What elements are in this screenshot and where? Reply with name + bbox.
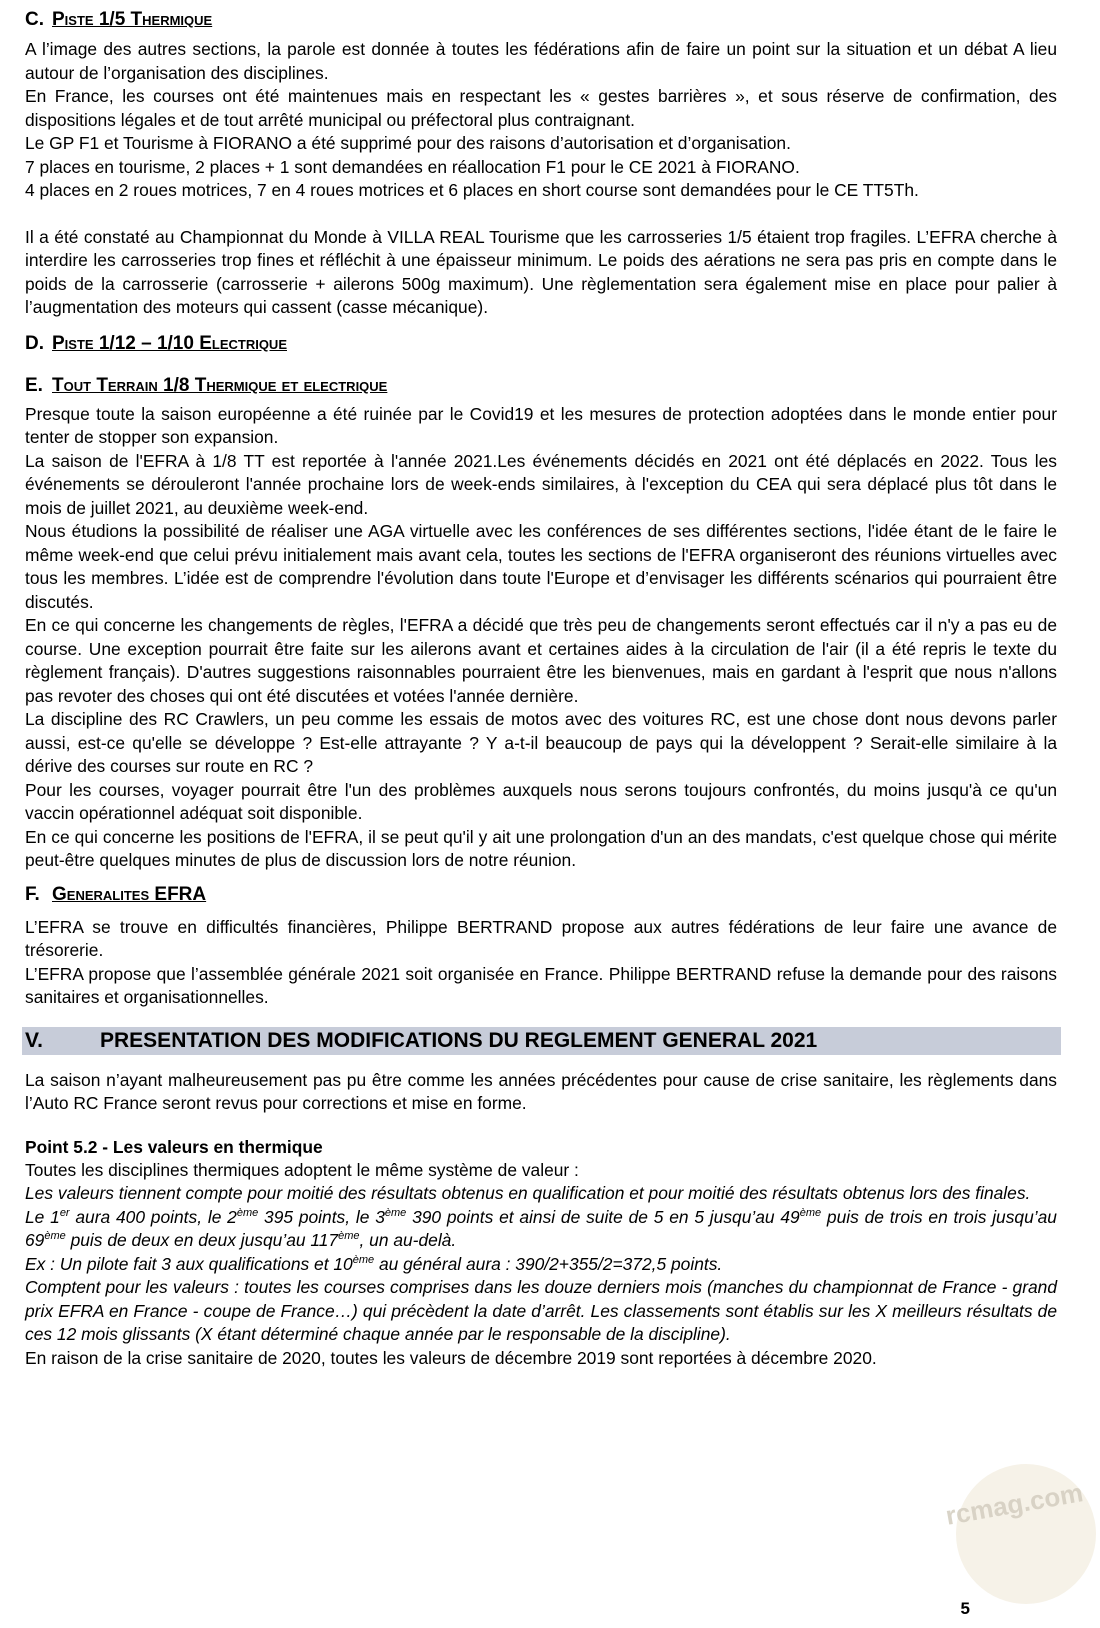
paragraph: L’EFRA se trouve en difficultés financières, Philippe BERTRAND propose aux autres fédérations de leur faire une avance de trésorerie. xyxy=(25,916,1057,960)
point-5-2-body xyxy=(25,1159,1057,1371)
section-f-body xyxy=(25,916,1057,1010)
section-d-title: Piste 1/12 – 1/10 Electrique xyxy=(52,332,287,354)
example-line: Ex : Un pilote fait 3 aux qualifications et 10ème au général aura : 390/2+355/2=372,5 points. xyxy=(25,1253,723,1274)
paragraph: La saison n’ayant malheureusement pas pu être comme les années précédentes pour cause de crise sanitaire, les règlements dans l’Auto RC France seront revus pour corrections et mise en forme. xyxy=(25,1069,1057,1113)
section-v-number: V. xyxy=(25,1028,43,1052)
paragraph: Il a été constaté au Championnat du Monde à VILLA REAL Tourisme que les carrosseries 1/5 étaient trop fragiles. L’EFRA cherche à interdire les carrosseries trop fines et réfléchit à une épaisseur minimum. Le poids des aérations ne sera pas pris en compte dans le poids de la carrosserie (carrosserie + ailerons 500g maximum). Une règlementation sera également mise en place pour palier à l’augmentation des moteurs qui cassent (casse mécanique). xyxy=(25,226,1057,317)
paragraph: La saison de l'EFRA à 1/8 TT est reportée à l'année 2021.Les événements décidés en 2021 ont été déplacés en 2022. Tous les événements se dérouleront l'année prochaine lors de week-ends similaires, à l'exception du CEA qui sera déplacé plus tôt dans le mois de juillet 2021, au deuxième week-end. xyxy=(25,450,1057,518)
paragraph: 4 places en 2 roues motrices, 7 en 4 roues motrices et 6 places en short course sont demandées pour le CE TT5Th. xyxy=(25,180,919,200)
section-d-heading xyxy=(25,332,1057,356)
paragraph: En raison de la crise sanitaire de 2020, toutes les valeurs de décembre 2019 sont reportées à décembre 2020. xyxy=(25,1347,877,1368)
paragraph: Pour les courses, voyager pourrait être l'un des problèmes auxquels nous serons toujours confrontés, du moins jusqu'à ce qu'un vaccin opérationnel adéquat soit disponible. xyxy=(25,779,1057,823)
section-e-heading xyxy=(25,374,1057,398)
paragraph: En ce qui concerne les changements de règles, l'EFRA a décidé que très peu de changements seront effectués car il n'y a pas eu de course. Une exception pourrait être faite sur les ailerons avant et certaines aides à la circulation de l'air (il a été repris le texte du règlement français). D'autres suggestions raisonnables pourraient être les bienvenues, mais en gardant à l'esprit que nous n'allons pas revoter des choses qui ont été discutées et votées l'année dernière. xyxy=(25,615,1057,706)
paragraph: En France, les courses ont été maintenues mais en respectant les « gestes barrières », et sous réserve de confirmation, des dispositions légales et de tout arrêté municipal ou préfectoral plus contraignant. xyxy=(25,86,1057,130)
section-f-label: F. xyxy=(25,883,40,905)
paragraph: En ce qui concerne les positions de l'EFRA, il se peut qu'il y ait une prolongation d'un an des mandats, c'est quelque chose qui mérite peut-être quelques minutes de plus de discussion lors de notre réunion. xyxy=(25,826,1057,870)
section-e-body xyxy=(25,403,1057,873)
section-f-title: Generalites EFRA xyxy=(52,883,207,905)
section-v-title: PRESENTATION DES MODIFICATIONS DU REGLEMENT GENERAL 2021 xyxy=(100,1028,818,1052)
paragraph: Presque toute la saison européenne a été ruinée par le Covid19 et les mesures de protection adoptées dans le monde entier pour tenter de stopper son expansion. xyxy=(25,403,1057,447)
watermark-text: rcmag.com xyxy=(943,1477,1086,1531)
page-number: 5 xyxy=(960,1599,970,1618)
section-c-heading xyxy=(25,8,1057,32)
section-d-label: D. xyxy=(25,332,44,354)
paragraph: A l’image des autres sections, la parole est donnée à toutes les fédérations afin de faire un point sur la situation et un débat A lieu autour de l’organisation des disciplines. xyxy=(25,39,1057,83)
document-page xyxy=(25,8,1057,1370)
paragraph-italic: Comptent pour les valeurs : toutes les courses comprises dans les douze derniers mois (manches du championnat de France - grand prix EFRA en France - coupe de France…) qui précèdent la date d’arrêt. Les classements sont établis sur les X meilleurs résultats de ces 12 mois glissants (X étant déterminé chaque année par le responsable de la discipline). xyxy=(25,1277,1057,1344)
paragraph-italic: Les valeurs tiennent compte pour moitié des résultats obtenus en qualification et pour moitié des résultats obtenus lors des finales. xyxy=(25,1183,1031,1203)
section-c-label: C. xyxy=(25,9,44,30)
point-5-2-title: Point 5.2 - Les valeurs en thermique xyxy=(25,1136,323,1157)
section-v-heading xyxy=(22,1027,1061,1055)
paragraph: Nous étudions la possibilité de réaliser une AGA virtuelle avec les conférences de ses différentes sections, l'idée étant de le faire le même week-end que celui prévu initialement mais avant cela, toutes les sections de l'EFRA organiseront des réunions virtuelles avec tous les membres. L’idée est de comprendre l'évolution dans toute l'Europe et d’envisager les différents scénarios qui pourraient être discutés. xyxy=(25,521,1057,612)
section-v-intro xyxy=(25,1069,1057,1116)
paragraph: L’EFRA propose que l’assemblée générale 2021 soit organisée en France. Philippe BERTRAND refuse la demande pour des raisons sanitaires et organisationnelles. xyxy=(25,963,1057,1007)
ranking-rule: Le 1er aura 400 points, le 2ème 395 points, le 3ème 390 points et ainsi de suite de 5 en 5 jusqu’au 49ème puis de trois en trois jusqu’au 69ème puis de deux en deux jusqu’au 117ème, un au-delà. xyxy=(25,1206,1057,1250)
section-c-title: Piste 1/5 Thermique xyxy=(52,9,213,30)
paragraph: La discipline des RC Crawlers, un peu comme les essais de motos avec des voitures RC, est une chose dont nous devons parler aussi, est-ce qu'elle se développe ? Est-elle attrayante ? Y a-t-il beaucoup de pays qui la développent ? Serait-elle similaire à la dérive des courses sur route en RC ? xyxy=(25,709,1057,776)
section-f-heading xyxy=(25,883,1057,907)
paragraph: Le GP F1 et Tourisme à FIORANO a été supprimé pour des raisons d’autorisation et d’organisation. xyxy=(25,133,791,153)
section-e-title: Tout Terrain 1/8 Thermique et electrique xyxy=(52,374,388,396)
paragraph: 7 places en tourisme, 2 places + 1 sont demandées en réallocation F1 pour le CE 2021 à FIORANO. xyxy=(25,156,800,177)
paragraph: Toutes les disciplines thermiques adoptent le même système de valeur : xyxy=(25,1159,579,1180)
section-c-body xyxy=(25,38,1057,320)
section-e-label: E. xyxy=(25,374,43,396)
